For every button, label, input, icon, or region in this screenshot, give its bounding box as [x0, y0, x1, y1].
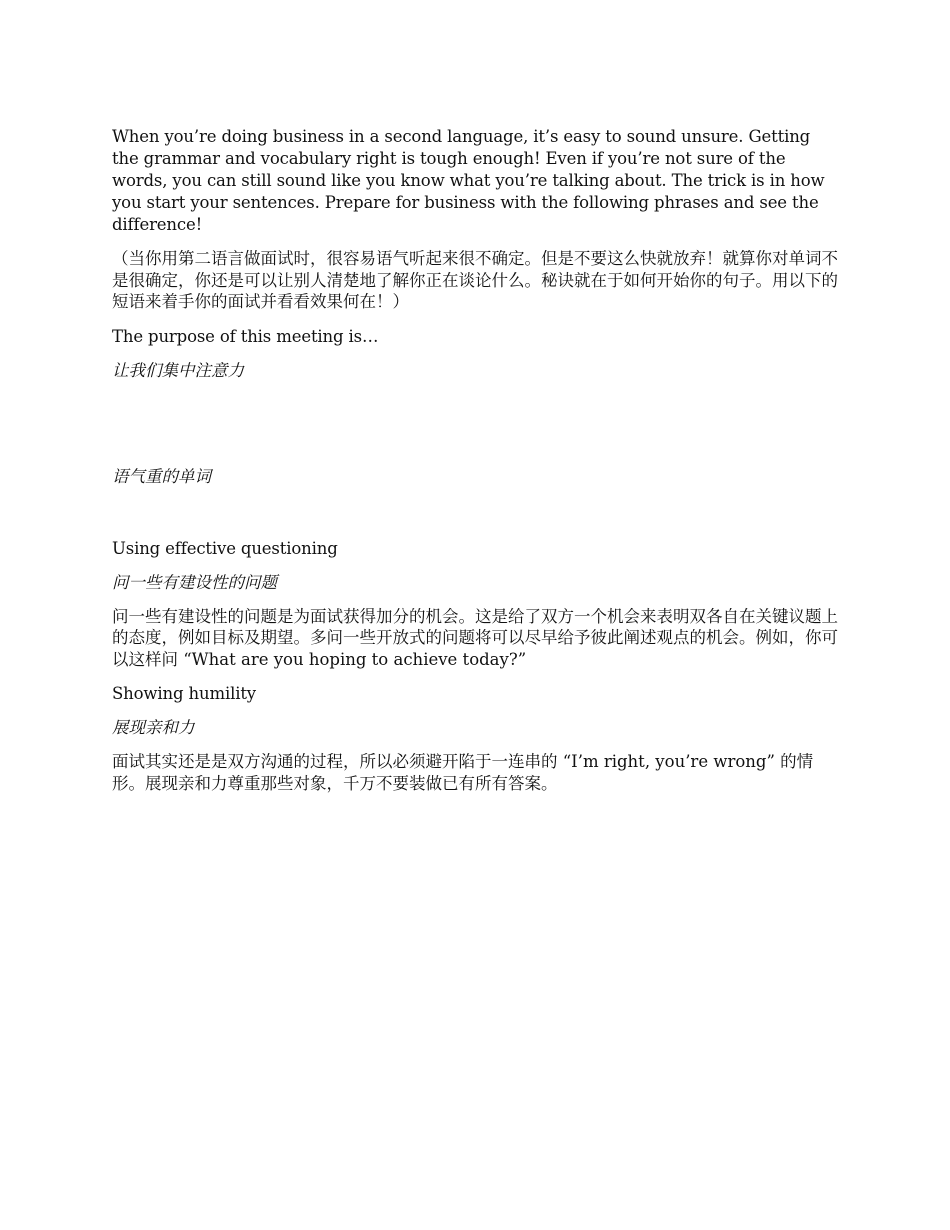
section-questioning-subtitle: 问一些有建设性的问题: [112, 572, 277, 592]
document-page: [112, 126, 840, 794]
section-humility-subtitle: 展现亲和力: [112, 718, 195, 737]
section-humility-body: 面试其实还是是双方沟通的过程，所以必须避开陷于一连串的 “I’m right, you’re wrong” 的情形。展现亲和力尊重那些对象，千万不要装做已有所有答案。: [112, 752, 814, 793]
intro-paragraph-english: When you’re doing business in a second language, it’s easy to sound unsure. Getting the grammar and vocabulary right is tough enough! Even if you’re not sure of the words, you can still sound like you know what you’re talking about. The trick is in how you start your sentences. Prepare for business with the following phrases and see the difference!: [112, 127, 825, 234]
section-purpose-heading: The purpose of this meeting is…: [112, 326, 379, 346]
section-purpose-subtitle: 让我们集中注意力: [112, 360, 244, 380]
intro-paragraph-chinese: （当你用第二语言做面试时，很容易语气听起来很不确定。但是不要这么快就放弃！就算你对单词不是很确定，你还是可以让别人清楚地了解你正在谈论什么。秘诀就在于如何开始你的句子。用以下的短语来着手你的面试并看看效果何在！）: [112, 249, 838, 311]
strong-words-subtitle: 语气重的单词: [112, 466, 211, 486]
section-humility-heading: Showing humility: [112, 684, 256, 703]
section-questioning-body: 问一些有建设性的问题是为面试获得加分的机会。这是给了双方一个机会来表明双各自在关键议题上的态度，例如目标及期望。多问一些开放式的问题将可以尽早给予彼此阐述观点的机会。例如，你可以这样问 “What are you hoping to achieve today?”: [112, 606, 838, 669]
section-questioning-heading: Using effective questioning: [112, 538, 338, 558]
